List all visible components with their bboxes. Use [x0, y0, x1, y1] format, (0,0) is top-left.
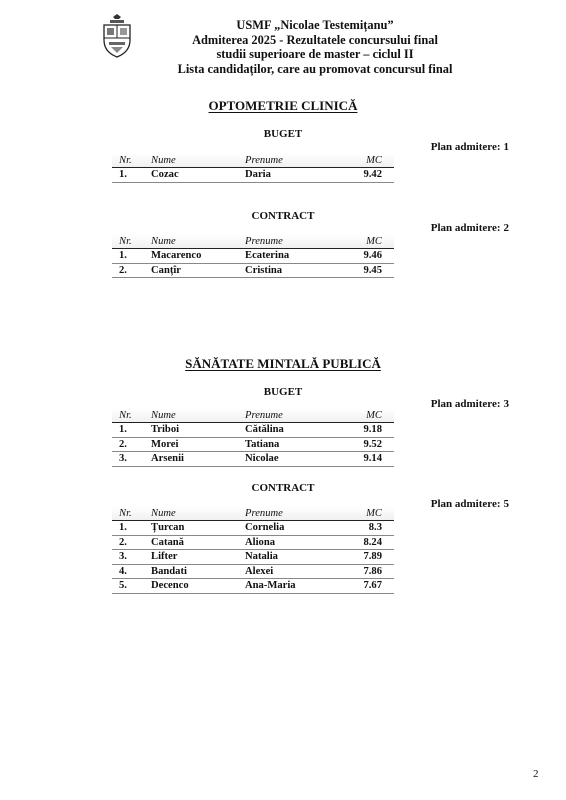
plan-admitere: Plan admitere: 5 — [430, 498, 509, 510]
table-row: 4. Bandati Alexei 7.86 — [112, 565, 394, 580]
table-header: Nr. Nume Prenume MC — [112, 507, 394, 521]
page-number: 2 — [533, 768, 539, 780]
table-row: 1. Macarenco Ecaterina 9.46 — [112, 249, 394, 264]
table-row: 2. Canțîr Cristina 9.45 — [112, 264, 394, 279]
plan-admitere: Plan admitere: 1 — [430, 141, 509, 153]
table-row: 3. Lifter Natalia 7.89 — [112, 550, 394, 565]
group-label-contract: CONTRACT — [251, 210, 315, 222]
header-study-level: studii superioare de master – ciclul II — [216, 47, 414, 61]
university-crest-icon — [100, 14, 134, 58]
table-row: 2. Morei Tatiana 9.52 — [112, 438, 394, 453]
results-table — [112, 409, 394, 467]
section-title-optometrie: OPTOMETRIE CLINICĂ — [208, 98, 358, 113]
section-title-sanatate-mintala: SĂNĂTATE MINTALĂ PUBLICĂ — [185, 356, 381, 371]
table-row: 1. Cozac Daria 9.42 — [112, 168, 394, 183]
table-row: 5. Decenco Ana-Maria 7.67 — [112, 579, 394, 594]
table-row: 1. Țurcan Cornelia 8.3 — [112, 521, 394, 536]
table-header: Nr. Nume Prenume MC — [112, 154, 394, 168]
header-admission-title: Admiterea 2025 - Rezultatele concursului final — [192, 32, 438, 47]
header-institution: USMF „Nicolae Testemițanu” — [236, 18, 394, 32]
table-header: Nr. Nume Prenume MC — [112, 235, 394, 249]
table-row: 1. Triboi Cătălina 9.18 — [112, 423, 394, 438]
group-label-contract: CONTRACT — [251, 482, 315, 494]
document-header — [150, 18, 480, 76]
group-label-buget: BUGET — [263, 386, 303, 398]
plan-admitere: Plan admitere: 2 — [430, 222, 509, 234]
plan-admitere: Plan admitere: 3 — [430, 398, 509, 410]
table-row: 3. Arsenii Nicolae 9.14 — [112, 452, 394, 467]
results-table — [112, 235, 394, 278]
header-list-title: Lista candidaților, care au promovat concursul final — [177, 61, 453, 76]
table-header: Nr. Nume Prenume MC — [112, 409, 394, 423]
table-row: 2. Catană Aliona 8.24 — [112, 536, 394, 551]
group-label-buget: BUGET — [263, 128, 303, 140]
results-table — [112, 507, 394, 594]
results-table — [112, 154, 394, 183]
